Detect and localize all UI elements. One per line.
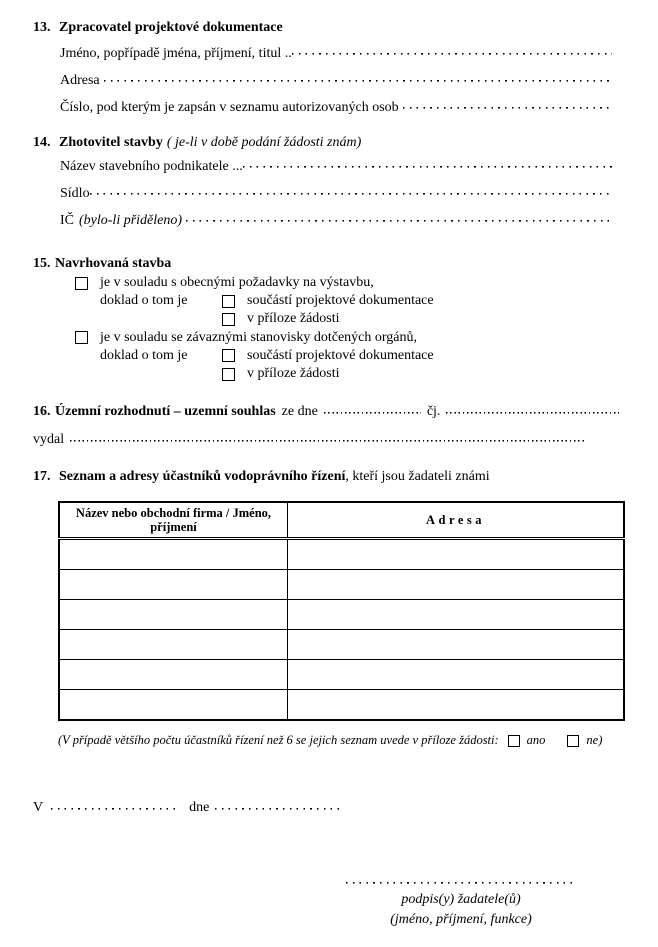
doklad-prefix-2: doklad o tom je — [100, 347, 188, 363]
vydal-line — [33, 429, 625, 451]
column-header-name-line2: příjmení — [150, 520, 197, 535]
signature-caption-1: podpis(y) žadatele(ů) — [401, 892, 521, 908]
checkbox-ne-label: ne) — [586, 733, 603, 748]
checkbox-line-doklad-2 — [100, 347, 625, 365]
cell-name[interactable] — [59, 539, 288, 570]
cislo-fill-blank[interactable] — [403, 99, 612, 111]
section-17-number: 17. — [33, 469, 51, 485]
cell-name[interactable] — [59, 630, 288, 660]
vydal-fill-blank[interactable] — [70, 431, 585, 443]
cell-address[interactable] — [288, 660, 625, 690]
section-15 — [33, 254, 625, 383]
section-15-number: 15. — [33, 256, 51, 271]
cell-address[interactable] — [288, 570, 625, 600]
checkbox-soulad-stanoviska[interactable] — [75, 331, 88, 344]
field-jmeno-label: Jméno, popřípadě jména, příjmení, titul .. — [60, 46, 292, 61]
field-cislo-label: Číslo, pod kterým je zapsán v seznamu autorizovaných osob — [60, 100, 399, 115]
cell-name[interactable] — [59, 600, 288, 630]
date-fill-blank[interactable] — [215, 799, 343, 811]
checkbox-line-priloha-1 — [222, 310, 625, 328]
table-row — [59, 660, 624, 690]
jmeno-fill-blank[interactable] — [292, 45, 612, 57]
checkbox-v-priloze-2-label: v příloze žádosti — [247, 366, 340, 382]
nazev-fill-blank[interactable] — [243, 158, 612, 170]
field-ic-note: (bylo-li přiděleno) — [79, 213, 183, 228]
checkbox-line-soulad-pozadavky — [75, 274, 625, 292]
vydal-label: vydal — [33, 432, 65, 448]
checkbox-soucast-dokumentace-2[interactable] — [222, 349, 235, 362]
checkbox-soucast-dokumentace-1-label: součástí projektové dokumentace — [247, 293, 434, 309]
section-13 — [33, 18, 625, 121]
participants-table-header — [59, 502, 624, 539]
doklad-prefix-1: doklad o tom je — [100, 293, 188, 309]
section-15-title: Navrhovaná stavba — [55, 256, 172, 271]
section-16-heading-line — [33, 401, 625, 423]
section-17-title — [59, 467, 490, 487]
checkbox-line-soulad-stanoviska — [75, 329, 625, 347]
section-14-title: Zhotovitel stavby — [59, 135, 163, 150]
field-nazev-label: Název stavebního podnikatele ... — [60, 159, 243, 174]
ze-dne-fill-blank[interactable] — [324, 403, 421, 415]
field-cislo-autorizace — [60, 94, 625, 121]
checkbox-ano-label: ano — [526, 733, 546, 748]
cj-label: čj. — [426, 404, 441, 420]
field-sidlo — [60, 180, 625, 207]
participants-note — [58, 733, 625, 748]
checkbox-v-priloze-1-label: v příloze žádosti — [247, 311, 340, 327]
checkbox-ne[interactable] — [567, 735, 579, 747]
adresa-fill-blank[interactable] — [104, 72, 612, 84]
field-adresa-label: Adresa — [60, 73, 100, 88]
table-row — [59, 690, 624, 721]
section-13-number: 13. — [33, 20, 51, 35]
section-17 — [33, 467, 625, 748]
cj-fill-blank[interactable] — [446, 403, 619, 415]
field-nazev-podnikatele — [60, 153, 625, 180]
cell-name[interactable] — [59, 660, 288, 690]
checkbox-v-priloze-2[interactable] — [222, 368, 235, 381]
column-header-address: Adresa — [288, 502, 625, 539]
section-16 — [33, 401, 625, 451]
field-sidlo-label: Sídlo — [60, 186, 90, 201]
checkbox-soulad-pozadavky[interactable] — [75, 277, 88, 290]
field-jmeno — [60, 40, 625, 67]
participants-table-body — [59, 539, 624, 721]
table-row — [59, 570, 624, 600]
checkbox-soucast-dokumentace-2-label: součástí projektové dokumentace — [247, 347, 434, 363]
cell-address[interactable] — [288, 690, 625, 721]
section-16-title: Územní rozhodnutí – uzemní souhlas — [55, 404, 276, 420]
section-14-heading — [33, 133, 625, 153]
checkbox-line-priloha-2 — [222, 365, 625, 383]
table-row — [59, 600, 624, 630]
place-date-line — [33, 798, 625, 818]
sidlo-fill-blank[interactable] — [90, 185, 612, 197]
table-row — [59, 630, 624, 660]
section-15-heading — [33, 254, 625, 274]
signature-caption-2: (jméno, příjmení, funkce) — [390, 912, 532, 928]
checkbox-soulad-stanoviska-label: je v souladu se závaznými stanovisky dotčených orgánů, — [100, 329, 417, 345]
field-ic-label: IČ — [60, 213, 74, 228]
checkbox-ano[interactable] — [508, 735, 520, 747]
field-ic — [60, 207, 625, 234]
checkbox-soulad-pozadavky-label: je v souladu s obecnými požadavky na výstavbu, — [100, 275, 374, 290]
signature-fill-blank[interactable] — [346, 876, 576, 884]
cell-address[interactable] — [288, 630, 625, 660]
checkbox-line-doklad-1 — [100, 292, 625, 310]
cell-name[interactable] — [59, 570, 288, 600]
ze-dne-label: ze dne — [281, 404, 318, 420]
section-16-number: 16. — [33, 404, 51, 420]
ic-fill-blank[interactable] — [186, 212, 612, 224]
cell-address[interactable] — [288, 600, 625, 630]
field-adresa — [60, 67, 625, 94]
table-row — [59, 539, 624, 570]
column-header-name — [59, 502, 288, 539]
signature-block — [343, 876, 579, 930]
participants-table — [58, 501, 625, 721]
column-header-name-line1: Název nebo obchodní firma / Jméno, — [75, 505, 272, 520]
date-label: dne — [189, 800, 210, 816]
section-13-heading — [33, 18, 625, 38]
place-label: V — [33, 800, 44, 816]
place-fill-blank[interactable] — [51, 799, 177, 811]
section-17-heading — [33, 467, 625, 487]
cell-name[interactable] — [59, 690, 288, 721]
checkbox-soucast-dokumentace-1[interactable] — [222, 295, 235, 308]
section-14 — [33, 133, 625, 234]
participants-note-text: (V případě většího počtu účastníků řízení než 6 se jejich seznam uvede v příloze žádosti: — [58, 733, 499, 748]
checkbox-v-priloze-1[interactable] — [222, 313, 235, 326]
section-14-number: 14. — [33, 135, 51, 150]
section-13-title: Zpracovatel projektové dokumentace — [59, 20, 283, 35]
cell-address[interactable] — [288, 539, 625, 570]
section-14-title-note: ( je-li v době podání žádosti znám) — [166, 135, 362, 150]
section-17-title-bold: Seznam a adresy účastníků vodoprávního řízení — [59, 469, 346, 485]
section-17-title-rest: , kteří jsou žadateli známi — [345, 469, 490, 485]
